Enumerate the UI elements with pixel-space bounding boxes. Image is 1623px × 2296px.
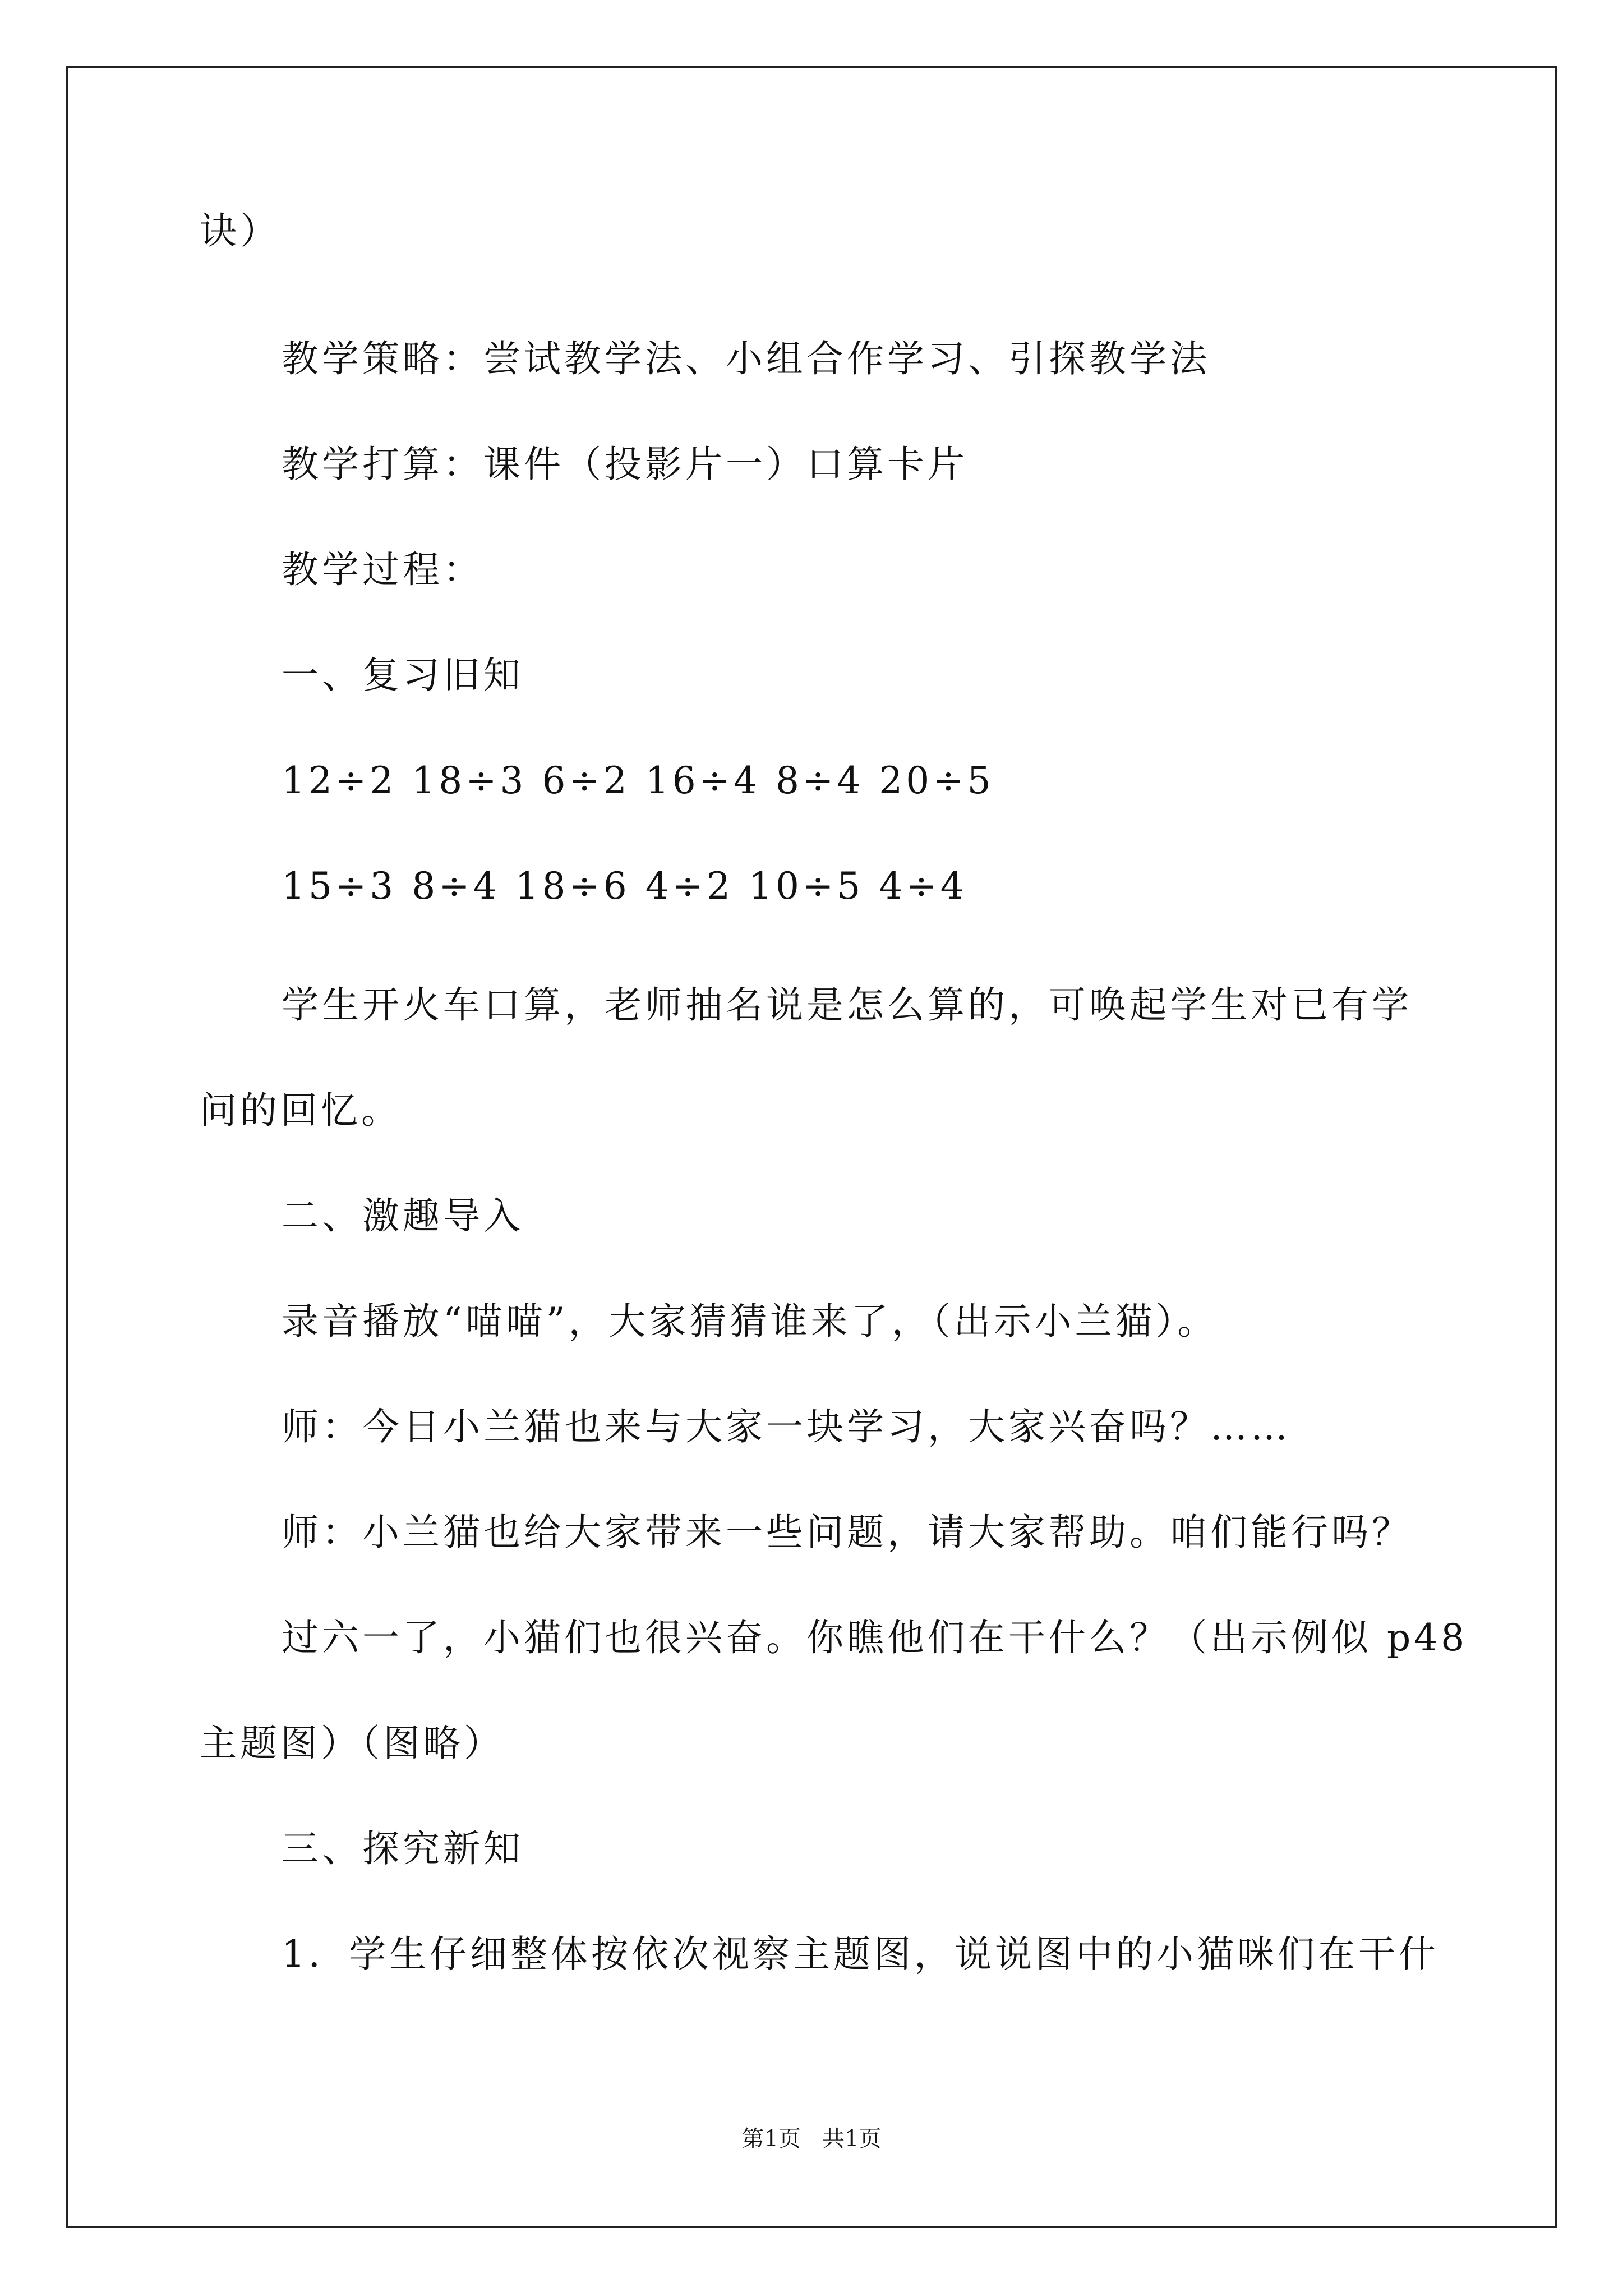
- page-border: [66, 66, 1557, 2228]
- section-heading-intro: 二、激趣导入: [282, 1194, 524, 1237]
- section-heading-review: 一、复习旧知: [282, 654, 524, 697]
- text-line-paragraph-1a: 学生开火车口算，老师抽名说是怎么算的，可唤起学生对已有学: [282, 983, 1412, 1027]
- text-line-paragraph-2a: 过六一了，小猫们也很兴奋。你瞧他们在干什么？（出示例似 p48: [282, 1616, 1468, 1659]
- text-line-continuation: 诀）: [200, 209, 280, 252]
- text-line-exercises-1: 12÷2 18÷3 6÷2 16÷4 8÷4 20÷5: [282, 759, 994, 802]
- page-footer: 第1页 共1页: [741, 2126, 882, 2152]
- text-line-exercises-2: 15÷3 8÷4 18÷6 4÷2 10÷5 4÷4: [282, 864, 967, 908]
- text-line-teacher-1: 师：今日小兰猫也来与大家一块学习，大家兴奋吗？……: [282, 1405, 1291, 1448]
- text-line-recording: 录音播放“喵喵”，大家猜猜谁来了，（出示小兰猫）。: [282, 1300, 1218, 1343]
- text-line-paragraph-2b: 主题图）（图略）: [200, 1722, 504, 1765]
- section-heading-explore: 三、探究新知: [282, 1827, 524, 1870]
- text-line-step-1: 1．学生仔细整体按依次视察主题图，说说图中的小猫咪们在干什: [282, 1932, 1439, 1976]
- text-line-teaching-prep: 教学打算：课件（投影片一）口算卡片: [282, 443, 968, 486]
- text-line-paragraph-1b: 问的回忆。: [200, 1089, 402, 1132]
- text-line-teacher-2: 师：小兰猫也给大家带来一些问题，请大家帮助。咱们能行吗？: [282, 1511, 1412, 1554]
- text-line-teaching-strategy: 教学策略：尝试教学法、小组合作学习、引探教学法: [282, 337, 1210, 380]
- text-line-process-heading: 教学过程：: [282, 548, 483, 591]
